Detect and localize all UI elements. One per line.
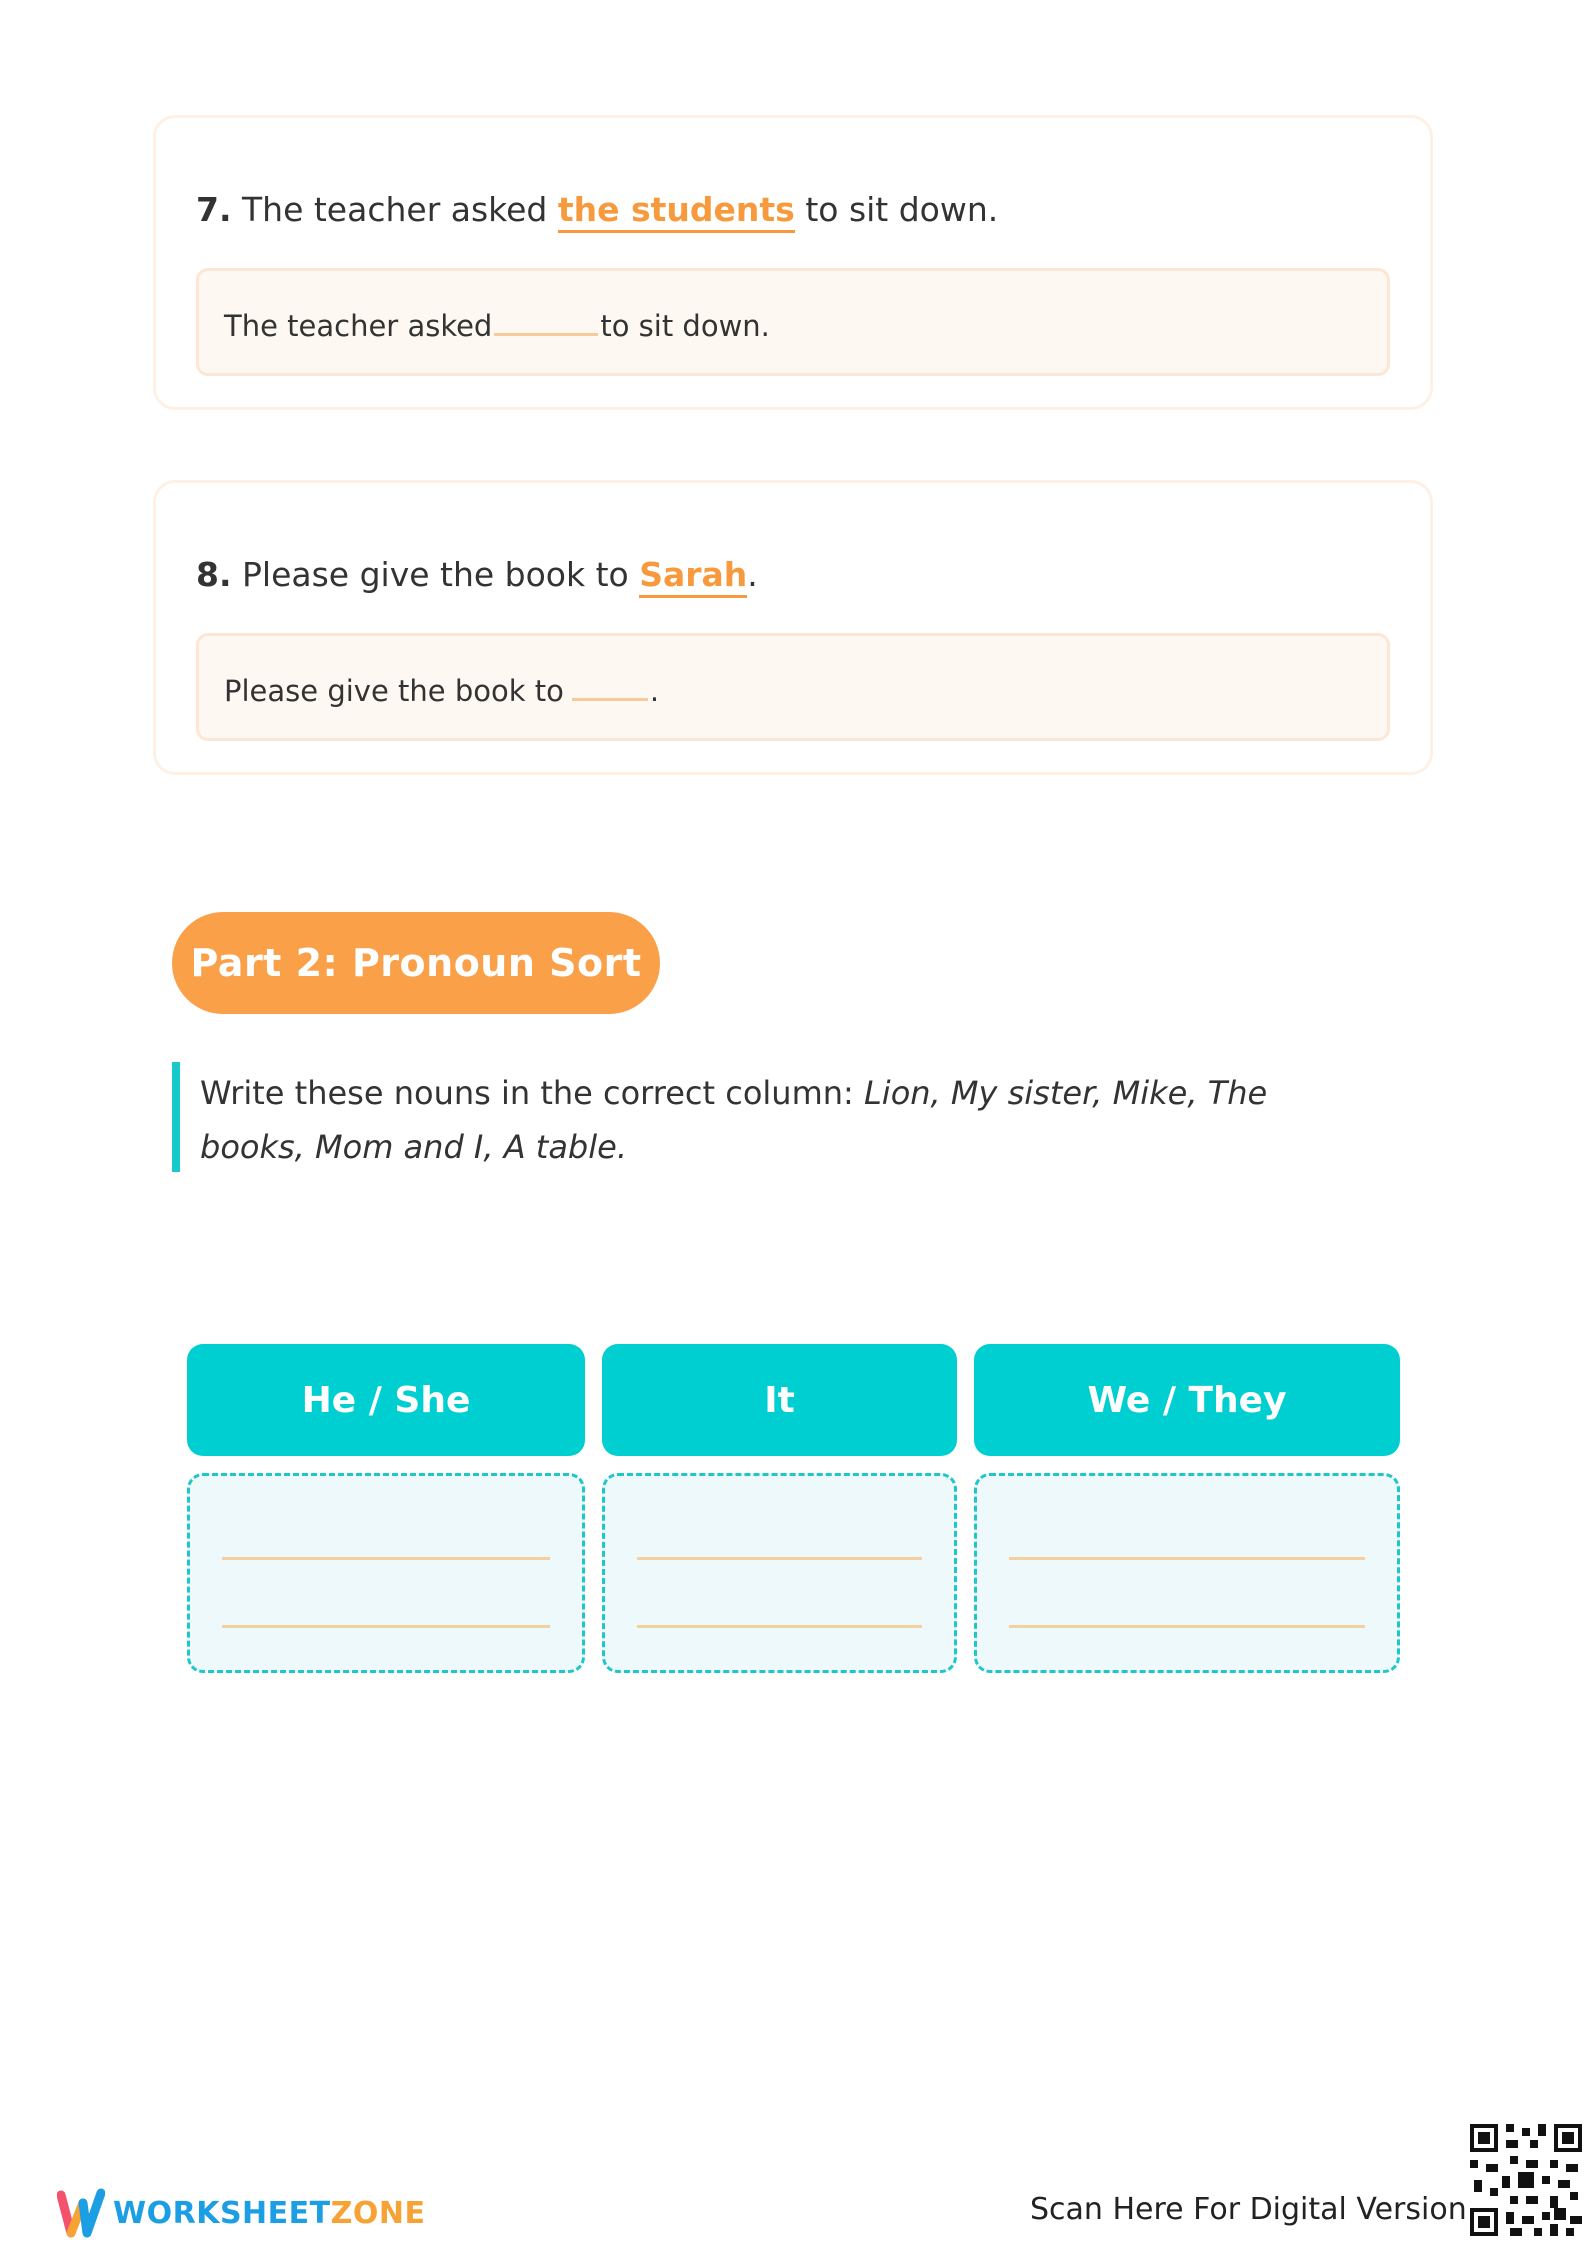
- column-box-we-they[interactable]: [974, 1473, 1400, 1673]
- column-box-it[interactable]: [602, 1473, 957, 1673]
- worksheetzone-logo-icon: [57, 2185, 105, 2241]
- brand-text-worksheet: WORKSHEET: [113, 2195, 331, 2231]
- answer-text-after: to sit down.: [600, 309, 770, 343]
- highlighted-noun: the students: [558, 190, 795, 233]
- answer-blank[interactable]: [494, 303, 598, 336]
- question-number: 8.: [196, 555, 232, 594]
- instruction-nouns: Lion, My sister, Mike, The books, Mom and I, A table.: [200, 1074, 1268, 1166]
- question-text-after: .: [747, 555, 758, 594]
- question-text-before: The teacher asked: [242, 190, 548, 229]
- writing-line: [222, 1625, 550, 1628]
- writing-line: [637, 1557, 922, 1560]
- question-number: 7.: [196, 190, 232, 229]
- instruction-text: [200, 1066, 1380, 1174]
- column-header-we-they: We / They: [974, 1344, 1400, 1456]
- writing-line: [1009, 1557, 1365, 1560]
- question-card-8: [153, 480, 1433, 775]
- column-header-it: It: [602, 1344, 957, 1456]
- writing-line: [637, 1625, 922, 1628]
- scan-text: Scan Here For Digital Version: [1030, 2192, 1467, 2227]
- question-text: [196, 555, 758, 594]
- worksheetzone-logo: [57, 2185, 425, 2241]
- column-box-he-she[interactable]: [187, 1473, 585, 1673]
- answer-text-before: Please give the book to: [224, 674, 564, 708]
- brand-text-zone: ZONE: [330, 2195, 426, 2231]
- answer-blank[interactable]: [572, 668, 648, 701]
- question-text-after: to sit down.: [805, 190, 999, 229]
- answer-box: [196, 633, 1390, 741]
- instruction-lead: Write these nouns in the correct column:: [200, 1074, 854, 1112]
- column-header-he-she: He / She: [187, 1344, 585, 1456]
- writing-line: [222, 1557, 550, 1560]
- answer-box: [196, 268, 1390, 376]
- question-text: [196, 190, 998, 229]
- highlighted-noun: Sarah: [639, 555, 747, 598]
- part2-title: Part 2: Pronoun Sort: [190, 941, 642, 985]
- instruction-accent-bar: [172, 1062, 180, 1172]
- qr-code-icon[interactable]: [1470, 2124, 1582, 2236]
- question-card-7: [153, 115, 1433, 410]
- part2-title-pill: [172, 912, 660, 1014]
- answer-text-before: The teacher asked: [224, 309, 493, 343]
- answer-text-after: .: [649, 674, 660, 708]
- writing-line: [1009, 1625, 1365, 1628]
- question-text-before: Please give the book to: [242, 555, 629, 594]
